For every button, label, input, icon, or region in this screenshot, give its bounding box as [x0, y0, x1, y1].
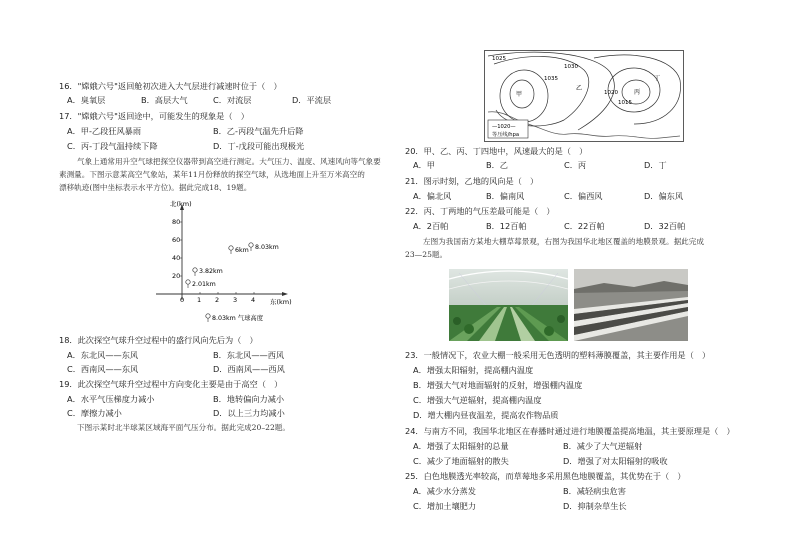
option-a: A．甲 [413, 160, 435, 170]
question-stem: 21．图示时刻，乙地的风向是（ ） [405, 176, 539, 186]
option-d: D．抑制杂草生长 [563, 501, 627, 511]
option-b: B．地转偏向力减小 [213, 394, 285, 404]
marker-label: 8.03km [255, 244, 279, 251]
x-axis-arrow [282, 292, 288, 296]
option-a: A．东北风——东风 [67, 350, 139, 360]
balloon-marker [249, 243, 253, 251]
option-b: B．偏南风 [486, 191, 525, 201]
option-d: D．增大棚内昼夜温差，提高农作物品质 [413, 410, 559, 420]
balloon-marker [193, 268, 197, 276]
intro-line: 漂移轨迹(图中坐标表示水平方位)。据此完成18、19题。 [59, 183, 252, 192]
question-stem: 22．丙、丁两地的气压差最可能是（ ） [405, 206, 555, 216]
option-b: B．乙 [486, 160, 508, 170]
option-c: C．增加土壤肥力 [413, 501, 477, 511]
option-d: D．丁 [644, 160, 667, 170]
intro-line: 左图为我国南方某地大棚草莓景观，右图为我国华北地区覆盖的地膜景观。据此完成 [423, 237, 704, 246]
intro-line: 23—25题。 [405, 250, 448, 259]
x-tick-label: 1 [197, 296, 202, 304]
pressure-map [484, 50, 684, 142]
marker-label: 2.01km [192, 281, 216, 288]
option-a: A．增强了太阳辐射的总量 [413, 441, 509, 451]
y-tick-label: 80 [172, 218, 181, 226]
option-a: A．臭氧层 [67, 95, 106, 105]
intro-line: 气象上通常用升空气球把探空仪器带到高空进行测定。大气压力、温度、风速风向等气象要 [77, 157, 381, 166]
isobar-label: 1030 [564, 64, 578, 70]
x-tick-label: 2 [215, 296, 220, 304]
y-tick-label: 60 [172, 236, 181, 244]
balloon-trajectory-chart [150, 196, 310, 328]
option-c: C．摩擦力减小 [67, 408, 122, 418]
point-label: 乙 [576, 85, 583, 92]
intro-20-22: 下图示某时北半球某区域海平面气压分布。据此完成20–22题。 [77, 423, 290, 432]
point-label: 丁 [654, 75, 661, 82]
option-b: B．乙-丙段气温先升后降 [213, 126, 304, 136]
option-d: D．增强了对太阳辐射的吸收 [563, 456, 668, 466]
marker-label: 3.82km [199, 268, 223, 275]
isobar-label: 1020 [604, 90, 618, 96]
question-stem: 18．此次探空气球升空过程中的盛行风向先后为（ ） [59, 335, 258, 345]
option-b: B．东北风——西风 [213, 350, 285, 360]
option-c: C．对流层 [213, 95, 252, 105]
point-label: 甲 [516, 91, 523, 98]
intro-line: 素测量。下图示意某高空气象站，某年11月份释放的探空气球，从选地面上升至万米高空的 [59, 170, 365, 179]
option-d: D．西南风——西风 [213, 364, 285, 374]
legend-label: 8.03km 气球高度 [212, 315, 263, 322]
y-tick-label: 40 [172, 254, 181, 262]
option-c: C．西南风——东风 [67, 364, 139, 374]
greenhouse-strawberry-photo [449, 269, 568, 341]
option-a: A．减少水分蒸发 [413, 486, 476, 496]
balloon-marker [186, 280, 190, 288]
option-c: C．减少了地面辐射的散失 [413, 456, 509, 466]
question-stem: 24．与南方不同，我国华北地区在春播时通过进行地膜覆盖提高地温，其主要原理是（ ） [405, 426, 735, 436]
question-stem: 16．"嫦娥六号"返回舱初次进入大气层进行减速时位于（ ） [59, 81, 282, 91]
balloon-marker [229, 246, 233, 254]
isobar-label: 1015 [618, 100, 632, 106]
option-d: D．平流层 [292, 95, 332, 105]
option-d: D．以上三力均减小 [213, 408, 285, 418]
option-c: C．22百帕 [564, 221, 605, 231]
option-a: A．水平气压梯度力减小 [67, 394, 155, 404]
option-c: C．偏西风 [564, 191, 603, 201]
option-b: B．高层大气 [141, 95, 188, 105]
option-b: B．12百帕 [486, 221, 527, 231]
option-a: A．增强太阳辐射，提高棚内温度 [413, 365, 534, 375]
question-stem: 17．"嫦娥六号"返回途中，可能发生的现象是（ ） [59, 111, 249, 121]
option-b: B．减轻病虫危害 [563, 486, 626, 496]
legend-isobar-label: 等压线/hpa [492, 132, 520, 138]
legend-marker [206, 314, 210, 322]
marker-label: 6km [235, 247, 249, 254]
y-axis-label: 北(km) [170, 200, 192, 208]
plastic-mulch-field-photo [574, 269, 688, 341]
option-c: C．丙 [564, 160, 587, 170]
question-stem: 23．一般情况下，农业大棚一般采用无色透明的塑料薄膜覆盖，其主要作用是（ ） [405, 350, 711, 360]
isobar-label: 1025 [492, 56, 506, 62]
x-tick-label: 4 [251, 296, 256, 304]
y-tick-label: 20 [172, 272, 181, 280]
option-d: D．32百帕 [644, 221, 686, 231]
option-d: D．偏东风 [644, 191, 684, 201]
x-tick-label: 0 [180, 296, 185, 304]
option-a: A．偏北风 [413, 191, 452, 201]
question-stem: 19．此次探空气球升空过程中方向变化主要是由于高空（ ） [59, 379, 283, 389]
legend-isobar-symbol: —1020— [492, 124, 516, 130]
question-stem: 25．白色地膜透光率较高，而草莓地多采用黑色地膜覆盖，其优势在于（ ） [405, 471, 686, 481]
option-a: A．2百帕 [413, 221, 449, 231]
x-tick-label: 3 [233, 296, 238, 304]
x-axis-label: 东(km) [270, 298, 292, 306]
isobar-label: 1035 [544, 76, 558, 82]
option-c: C．增强大气逆辐射，提高棚内温度 [413, 395, 542, 405]
option-b: B．减少了大气逆辐射 [563, 441, 643, 451]
option-b: B．增强大气对地面辐射的反射，增强棚内温度 [413, 380, 583, 390]
question-stem: 20．甲、乙、丙、丁四地中，风速最大的是（ ） [405, 146, 588, 156]
option-d: D．丁-戊段可能出现极光 [213, 141, 305, 151]
option-c: C．丙-丁段气温持续下降 [67, 141, 158, 151]
point-label: 丙 [634, 89, 641, 96]
option-a: A．甲-乙段狂风暴雨 [67, 126, 142, 136]
